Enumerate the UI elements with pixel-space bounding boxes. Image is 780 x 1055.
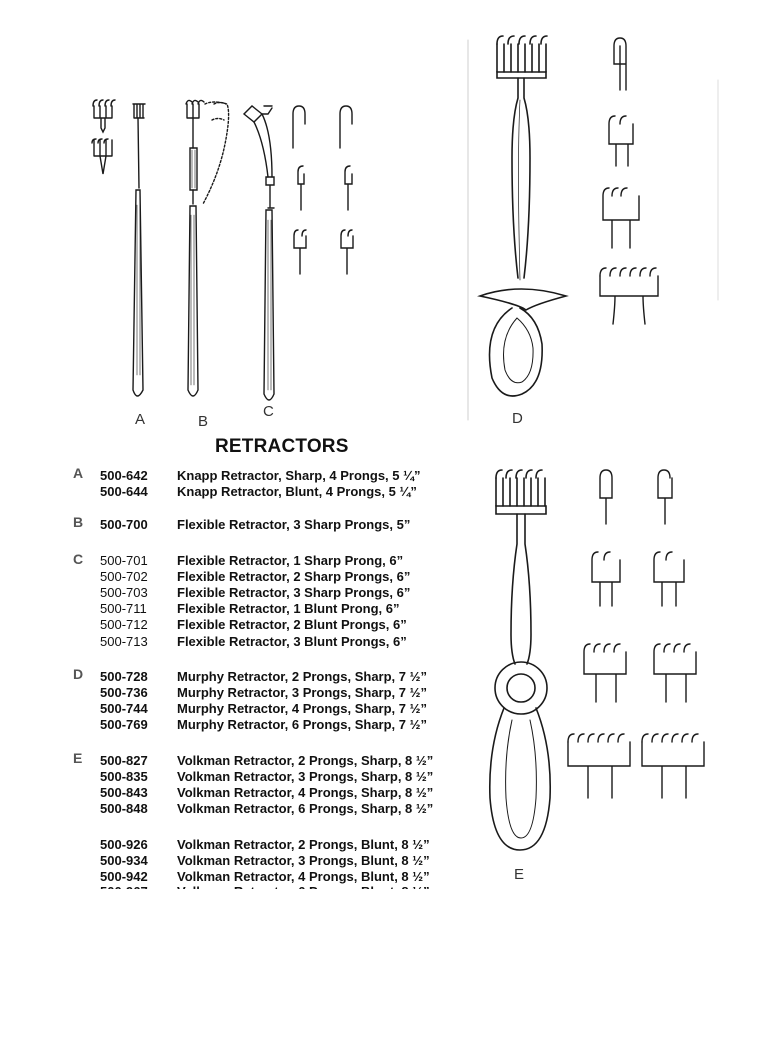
flexible-retractor-b-drawing (186, 100, 229, 396)
item-code: 500-769 (100, 717, 148, 732)
volkman-prong-details (568, 470, 704, 798)
item-description: Volkman Retractor, 6 Prongs, Sharp, 8 ½” (177, 801, 434, 816)
item-description: Flexible Retractor, 3 Sharp Prongs, 6” (177, 585, 411, 600)
item-description: Flexible Retractor, 2 Blunt Prongs, 6” (177, 617, 407, 632)
item-code: 500-942 (100, 869, 148, 884)
item-description: Murphy Retractor, 6 Prongs, Sharp, 7 ½” (177, 717, 427, 732)
flexible-retractor-c-drawing (244, 106, 274, 400)
murphy-prong-details (600, 38, 658, 324)
figure-letter-b: B (198, 413, 209, 430)
item-code: 500-644 (100, 484, 148, 499)
item-code: 500-744 (100, 701, 148, 716)
group-letter-c: C (73, 551, 84, 567)
group-letter-a: A (73, 465, 84, 481)
figure-letter-c: C (263, 403, 274, 420)
figure-letter-a: A (135, 411, 146, 428)
item-code: 500-702 (100, 569, 148, 584)
scan-crop-edge (95, 889, 495, 909)
item-code: 500-701 (100, 553, 148, 568)
group-letter-d: D (73, 666, 84, 682)
item-description: Murphy Retractor, 4 Prongs, Sharp, 7 ½” (177, 701, 427, 716)
item-description: Volkman Retractor, 4 Prongs, Blunt, 8 ½” (177, 869, 430, 884)
group-letter-e: E (73, 750, 83, 766)
item-description: Flexible Retractor, 3 Sharp Prongs, 5” (177, 517, 411, 532)
page-title: RETRACTORS (215, 436, 349, 457)
item-code: 500-713 (100, 634, 148, 649)
item-description: Volkman Retractor, 2 Prongs, Sharp, 8 ½” (177, 753, 434, 768)
item-code: 500-700 (100, 517, 148, 532)
group-letter-b: B (73, 514, 84, 530)
knapp-retractor-drawing (92, 100, 145, 396)
item-description: Flexible Retractor, 1 Blunt Prong, 6” (177, 601, 400, 616)
item-description: Flexible Retractor, 3 Blunt Prongs, 6” (177, 634, 407, 649)
item-code: 500-712 (100, 617, 148, 632)
item-description: Flexible Retractor, 2 Sharp Prongs, 6” (177, 569, 411, 584)
figure-letter-d: D (512, 410, 523, 427)
item-description: Murphy Retractor, 2 Prongs, Sharp, 7 ½” (177, 669, 427, 684)
item-code: 500-835 (100, 769, 148, 784)
item-code: 500-926 (100, 837, 148, 852)
item-code: 500-728 (100, 669, 148, 684)
murphy-retractor-drawing (480, 36, 566, 396)
volkman-retractor-drawing (490, 470, 550, 850)
item-description: Volkman Retractor, 3 Prongs, Sharp, 8 ½” (177, 769, 434, 784)
item-code: 500-642 (100, 468, 148, 483)
item-description: Volkman Retractor, 2 Prongs, Blunt, 8 ½” (177, 837, 430, 852)
item-description: Flexible Retractor, 1 Sharp Prong, 6” (177, 553, 404, 568)
item-description: Murphy Retractor, 3 Prongs, Sharp, 7 ½” (177, 685, 427, 700)
item-code: 500-827 (100, 753, 148, 768)
item-description: Volkman Retractor, 4 Prongs, Sharp, 8 ½” (177, 785, 434, 800)
item-code: 500-934 (100, 853, 148, 868)
item-code: 500-848 (100, 801, 148, 816)
item-code: 500-736 (100, 685, 148, 700)
item-code: 500-711 (100, 601, 147, 616)
item-description: Volkman Retractor, 3 Prongs, Blunt, 8 ½” (177, 853, 430, 868)
item-code: 500-703 (100, 585, 148, 600)
item-code: 500-843 (100, 785, 148, 800)
item-description: Knapp Retractor, Blunt, 4 Prongs, 5 ¼” (177, 484, 417, 499)
item-description: Knapp Retractor, Sharp, 4 Prongs, 5 ¼” (177, 468, 421, 483)
prong-details-c (293, 106, 353, 274)
figure-letter-e: E (514, 866, 525, 883)
